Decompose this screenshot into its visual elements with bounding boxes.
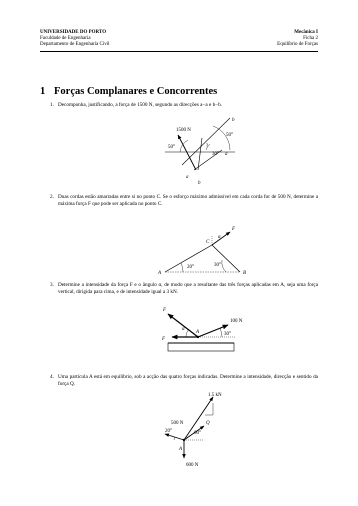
force-label: Q <box>206 421 210 426</box>
point-a-marker <box>183 439 185 441</box>
department-name: Departamento de Engenharia Civil <box>40 42 110 47</box>
figure-3 <box>161 308 243 351</box>
university-name: UNIVERSIDADE DO PORTO <box>40 30 107 35</box>
problem-text: Uma partícula A está em equilíbrio, sob a acção das quatro forças indicadas. Determine a intensidade, direcção e sentido da força Q. <box>58 374 318 387</box>
figure-1 <box>165 118 235 186</box>
angle-arc <box>213 126 230 150</box>
force-label: F <box>232 227 236 232</box>
course-name: Mecânica I <box>294 30 318 35</box>
force-arrow-f-inclined <box>168 314 198 337</box>
force-label: F <box>163 308 167 313</box>
force-label: 1.5 kN <box>208 393 222 398</box>
angle-label: 60° <box>194 431 201 436</box>
angle-label: 30° <box>224 332 231 337</box>
point-label: A <box>196 330 200 335</box>
problem-text: Duas cordas estão amarradas entre si no ponto C. Se o esforço máximo admissível em cada corda for de 500 N, determine a máxima força F que pode ser aplicada no ponto C. <box>58 194 318 207</box>
angle-label: 20° <box>187 265 194 270</box>
direction-line-b <box>182 118 230 165</box>
problem-number: 3. <box>50 282 54 288</box>
angle-symbol: ? <box>206 144 209 149</box>
angle-label: 30° <box>214 263 221 268</box>
point-label: B <box>243 271 247 276</box>
angle-label: 20° <box>165 429 172 434</box>
sheet-topic: Equilíbrio de Forças <box>277 42 318 47</box>
force-label: 100 N <box>230 319 243 324</box>
point-a-marker <box>197 336 199 338</box>
faculty-name: Faculdade de Engenharia <box>40 36 91 41</box>
direction-label: a <box>186 175 189 180</box>
point-label: C <box>206 240 210 245</box>
direction-label: b <box>232 118 235 123</box>
force-label: 1500 N <box>176 128 191 133</box>
force-label: 600 N <box>186 463 199 468</box>
figure-4 <box>165 393 222 468</box>
problem-text: Decomponha, justificando, a força de 1500 N, segundo as direcções a−a e b−b. <box>58 102 223 108</box>
angle-label: 50° <box>226 133 233 138</box>
section-title-text: Forças Complanares e Concorrentes <box>54 86 218 97</box>
problem-text: Determine a intensidade da força F e o ângulo α, de modo que a resultante das três forças aplicadas em A, seja uma força vertical, dirigida para cima, e de intensidade igual a 3 kN. <box>58 282 318 295</box>
force-label: 500 N <box>171 421 184 426</box>
force-label: F <box>162 337 166 342</box>
angle-arc <box>220 328 222 337</box>
angle-symbol: α <box>218 235 221 240</box>
angle-arc <box>222 260 226 272</box>
point-label: A <box>158 271 162 276</box>
angle-symbol: α <box>182 327 185 332</box>
force-arrow-500n <box>165 434 184 440</box>
force-arrow-f <box>212 232 230 245</box>
sheet-number: Ficha 2 <box>303 36 318 41</box>
problem-number: 2. <box>50 194 54 200</box>
direction-label: b <box>198 181 201 186</box>
angle-label: 50° <box>168 145 175 150</box>
section-number: 1 <box>40 86 46 97</box>
angle-label: 30° <box>212 152 219 157</box>
direction-label: a <box>225 152 228 157</box>
force-arrow-1500 <box>178 135 196 170</box>
figure-2 <box>157 227 246 276</box>
direction-line-b2 <box>198 138 202 170</box>
angle-arc <box>181 263 183 272</box>
ground-base <box>168 343 234 351</box>
problem-number: 1. <box>50 102 54 108</box>
point-label: A <box>179 447 183 452</box>
problem-number: 4. <box>50 374 54 380</box>
